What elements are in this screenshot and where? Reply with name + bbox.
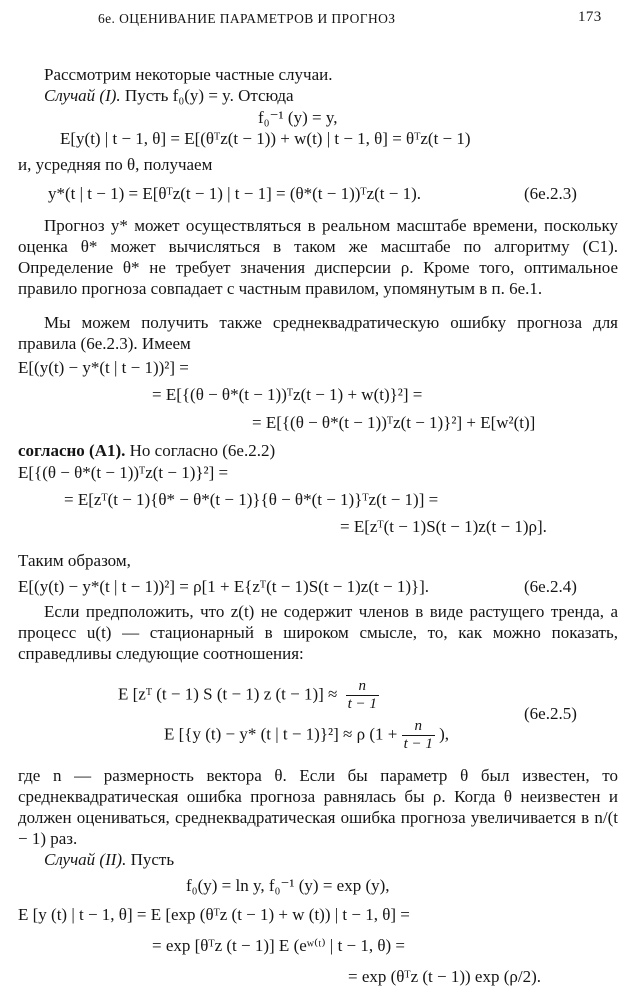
equation-s-2: = E[zᵀ(t − 1){θ* − θ*(t − 1)}{θ − θ*(t − 1)}ᵀz(t − 1)] = [64,490,439,509]
case-one-label: Случай (I). [44,86,121,105]
equation-6e-2-3: y*(t | t − 1) = E[θᵀz(t − 1) | t − 1] = (θ*(t − 1))ᵀz(t − 1). [48,184,422,203]
equation-mse-1: E[(y(t) − y*(t | t − 1))²] = [18,358,189,377]
fraction-b-numerator: n [402,718,435,736]
case-two-label: Случай (II). [44,850,127,869]
equation-exp-2: = exp [θᵀz (t − 1)] E (eʷ⁽ᵗ⁾ | t − 1, θ) = [152,936,406,955]
fraction-a [346,678,379,713]
running-header-title: 6е. ОЦЕНИВАНИЕ ПАРАМЕТРОВ И ПРОГНОЗ [98,11,396,26]
paragraph-forecast-realtime: Прогноз y* может осуществляться в реальном масштабе времени, поскольку оценка θ* может вычисляться в таком же масштабе по алгоритму (C1). Определение θ* не требует значения дисперсии ρ. Кроме того, оптимальное правило прогноза совпадает с частным правилом, упомянутым в п. 6е.1. [18,216,618,298]
fraction-a-denominator: t − 1 [347,696,377,712]
case-one-text: Пусть f₀(y) = y. Отсюда [124,86,294,105]
equation-6e-2-5-b-left: E [{y (t) − y* (t | t − 1)}²] ≈ ρ (1 + [164,724,398,744]
according-a1: согласно (A1). [18,441,126,460]
paragraph-stationary: Если предположить, что z(t) не содержит членов в виде растущего тренда, а процесс u(t) — стационарный в широком смысле, то, как можно показать, справедливы следующие соотношения: [18,602,618,663]
page-number: 173 [578,9,602,25]
fraction-b [402,718,435,753]
case-two-text: Пусть [130,850,175,869]
equation-s-3: = E[zᵀ(t − 1)S(t − 1)z(t − 1)ρ]. [340,517,547,536]
case-two-line [44,849,174,870]
equation-inverse-1: f₀⁻¹ (y) = y, [258,108,338,127]
paragraph-dimension: где n — размерность вектора θ. Если бы параметр θ был известен, то среднеквадратическая ошибка прогноза равнялась бы ρ. Когда θ неизвестен и должен оцениваться, среднеквадратическая ошибка прогноза увеличивается в n/(t − 1) раз. [18,766,618,848]
equation-conditional-expectation: E[y(t) | t − 1, θ] = E[(θᵀz(t − 1)) + w(t) | t − 1, θ] = θᵀz(t − 1) [60,129,471,148]
fraction-a-numerator: n [346,678,379,696]
equation-s-1: E[{(θ − θ*(t − 1))ᵀz(t − 1)}²] = [18,463,229,482]
according-622: Но согласно (6е.2.2) [129,441,276,460]
equation-6e-2-5-a [118,678,379,713]
case-one-line [44,85,294,106]
according-line [18,440,275,461]
equation-mse-3: = E[{(θ − θ*(t − 1))ᵀz(t − 1)}²] + E[w²(t)] [252,413,536,432]
thus-line: Таким образом, [18,551,131,570]
equation-log-transform: f₀(y) = ln y, f₀⁻¹ (y) = exp (y), [186,876,390,895]
paragraph-mse: Мы можем получить также среднеквадратическую ошибку прогноза для правила (6е.2.3). Имеем [18,313,618,353]
equation-exp-1: E [y (t) | t − 1, θ] = E [exp (θᵀz (t − 1) + w (t)) | t − 1, θ] = [18,905,410,924]
equation-number-6e-2-5: (6е.2.5) [524,704,577,723]
intro-line: Рассмотрим некоторые частные случаи. [44,65,333,84]
equation-6e-2-5-a-left: E [zᵀ (t − 1) S (t − 1) z (t − 1)] ≈ [118,684,338,704]
averaging-line: и, усредняя по θ, получаем [18,155,213,174]
equation-number-6e-2-4: (6е.2.4) [524,577,577,596]
fraction-b-denominator: t − 1 [403,736,433,752]
equation-mse-2: = E[{(θ − θ*(t − 1))ᵀz(t − 1) + w(t)}²] = [152,385,423,404]
equation-exp-3: = exp (θᵀz (t − 1)) exp (ρ/2). [348,967,542,986]
equation-6e-2-5-b-right: ), [439,724,450,744]
equation-6e-2-5-b [164,718,449,753]
equation-number-6e-2-3: (6е.2.3) [524,184,577,203]
equation-6e-2-4: E[(y(t) − y*(t | t − 1))²] = ρ[1 + E{zᵀ(t − 1)S(t − 1)z(t − 1)}]. [18,577,430,596]
